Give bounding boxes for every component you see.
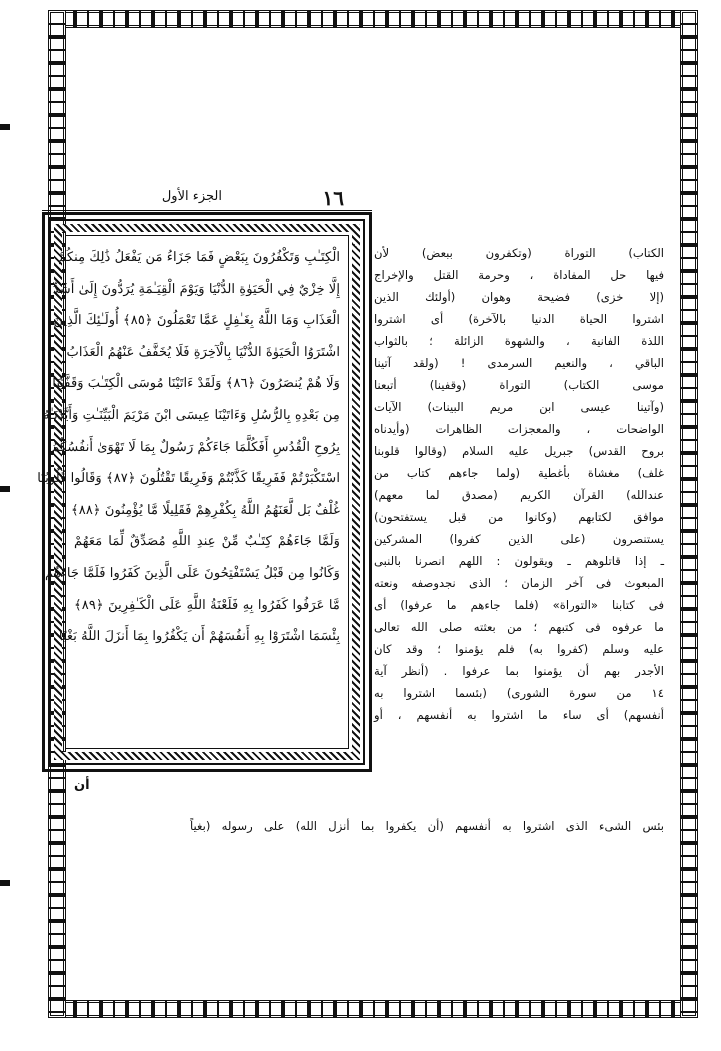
quran-line: بِئْسَمَا اشْتَرَوْا بِهِ أَنفُسَهُمْ أَن يَكْفُرُوا بِمَا أَنزَلَ اللَّهُ بَغْيًا	[58, 629, 340, 645]
quran-line: بِرُوحِ الْقُدُسِ أَفَكُلَّمَا جَاءَكُمْ رَسُولٌ بِمَا لَا تَهْوَىٰ أَنفُسُكُمُ	[51, 439, 340, 455]
quran-line: إِلَّا خِزْيٌ فِي الْحَيَوٰةِ الدُّنْيَا وَيَوْمَ الْقِيَـٰمَةِ يُرَدُّونَ إِلَىٰ أَشَدِّ	[52, 281, 340, 297]
commentary-line: موافق لكتابهم (وكانوا من قبل يستفتحون)	[374, 510, 664, 524]
commentary-line: الواضحات ، والمعجزات الظاهرات (وأيدناه	[374, 422, 664, 436]
binding-mark	[0, 124, 10, 130]
commentary-line: الكتاب) التوراة (وتكفرون ببعض) لأن	[374, 246, 664, 260]
quran-line: مِن بَعْدِهِ بِالرُّسُلِ وَءَاتَيْنَا عِيسَى ابْنَ مَرْيَمَ الْبَيِّنَـٰتِ وَأَيَّدْنَـٰهُ	[43, 407, 340, 423]
page-header	[42, 188, 372, 211]
juz-label: الجزء الأول	[161, 189, 222, 204]
commentary-line: الأجدر بهم أن يؤمنوا بما عرفوا . (أنظر آية	[374, 664, 664, 678]
quran-line: مَّا عَرَفُوا كَفَرُوا بِهِ فَلَعْنَةُ اللَّهِ عَلَى الْكَـٰفِرِينَ ﴿٨٩﴾	[74, 597, 340, 613]
quran-line: اشْتَرَوُا الْحَيَوٰةَ الدُّنْيَا بِالْآخِرَةِ فَلَا يُخَفَّفُ عَنْهُمُ الْعَذَابُ	[66, 344, 340, 360]
commentary-line: فى كتابنا «التوراة» (فلما جاءهم ما عرفوا) أى	[374, 598, 664, 612]
commentary-line: (إلا خزى) فضيحة وهوان (أولئك الذين	[374, 290, 664, 304]
commentary-line: غلف) مغشاة بأغطية (ولما جاءهم كتاب من	[374, 466, 664, 480]
commentary-line: أنفسهم) أى ساء ما اشتروا به أنفسهم ، أو	[374, 708, 664, 722]
quran-line: وَكَانُوا مِن قَبْلُ يَسْتَفْتِحُونَ عَلَى الَّذِينَ كَفَرُوا فَلَمَّا جَاءَهُم	[44, 565, 340, 581]
commentary-line: بروح القدس) جبريل عليه السلام (وقالوا قلوبنا	[374, 444, 664, 458]
commentary-line: (وآتينا عيسى ابن مريم البينات) الآيات	[374, 400, 664, 414]
binding-mark	[0, 880, 10, 886]
quran-line: اسْتَكْبَرْتُمْ فَفَرِيقًا كَذَّبْتُمْ وَفَرِيقًا تَقْتُلُونَ ﴿٨٧﴾ وَقَالُوا قُلُوبُنَا	[37, 471, 340, 487]
commentary-line: ١٤ من سورة الشورى) (بئسما اشتروا به	[374, 686, 664, 700]
commentary-line: اللذة الفانية ، والشهوة الزائلة ؛ بالثواب	[374, 334, 664, 348]
commentary-wide-line: بئس الشىء الذى اشتروا به أنفسهم (أن يكفروا بما أنزل الله) على رسوله (بغياً	[190, 819, 664, 833]
top-ornamental-border	[48, 10, 698, 28]
quran-line: وَلَمَّا جَاءَهُمْ كِتَـٰبٌ مِّنْ عِندِ اللَّهِ مُصَدِّقٌ لِّمَا مَعَهُمْ	[74, 534, 340, 550]
quran-line: غُلْفٌ بَل لَّعَنَهُمُ اللَّهُ بِكُفْرِهِمْ فَقَلِيلًا مَّا يُؤْمِنُونَ ﴿٨٨﴾	[71, 502, 340, 518]
commentary-line: موسى الكتاب) التوراة (وقفينا) أتبعنا	[374, 378, 664, 392]
commentary-line: الباقي ، والنعيم السرمدى ! (ولقد آتينا	[374, 356, 664, 370]
quran-line: الْكِتَـٰبِ وَتَكْفُرُونَ بِبَعْضٍ فَمَا جَزَاءُ مَن يَفْعَلُ ذَٰلِكَ مِنكُمْ	[58, 250, 340, 265]
quran-line: وَلَا هُمْ يُنصَرُونَ ﴿٨٦﴾ وَلَقَدْ ءَاتَيْنَا مُوسَى الْكِتَـٰبَ وَقَفَّيْنَا	[52, 376, 340, 392]
right-ornamental-border	[680, 10, 698, 1018]
commentary-line: يستنصرون (على الذين كفروا) المشركين	[374, 532, 664, 546]
commentary-line: عندالله) القرآن الكريم (مصدق لما معهم)	[374, 488, 664, 502]
page-number: ١٦	[322, 186, 344, 210]
quran-line: الْعَذَابِ وَمَا اللَّهُ بِغَـٰفِلٍ عَمَّا تَعْمَلُونَ ﴿٨٥﴾ أُولَـٰئِكَ الَّذِينَ	[53, 313, 340, 329]
continuation-word: أن	[74, 778, 90, 793]
bottom-ornamental-border	[48, 1000, 698, 1018]
commentary-line: ـ إذا قاتلوهم ـ ويقولون : اللهم انصرنا بالنبى	[374, 554, 664, 568]
commentary-line: المبعوث فى آخر الزمان ؛ الذى نجدوصفه ونعته	[374, 576, 664, 590]
quran-text-frame	[37, 212, 372, 772]
commentary-column	[374, 242, 664, 726]
commentary-line: فيها حل المفاداة ، وحرمة القتل والإخراج	[374, 268, 664, 282]
commentary-line: ما عرفوه فى كتبهم ؛ من بعثته صلى الله تعالى	[374, 620, 664, 634]
commentary-line: عليه وسلم (كفروا به) فلم يؤمنوا ؛ وقد كان	[374, 642, 664, 656]
binding-mark	[0, 486, 10, 492]
commentary-line: اشتروا الحياة الدنيا بالآخرة) أى اشتروا	[374, 312, 664, 326]
